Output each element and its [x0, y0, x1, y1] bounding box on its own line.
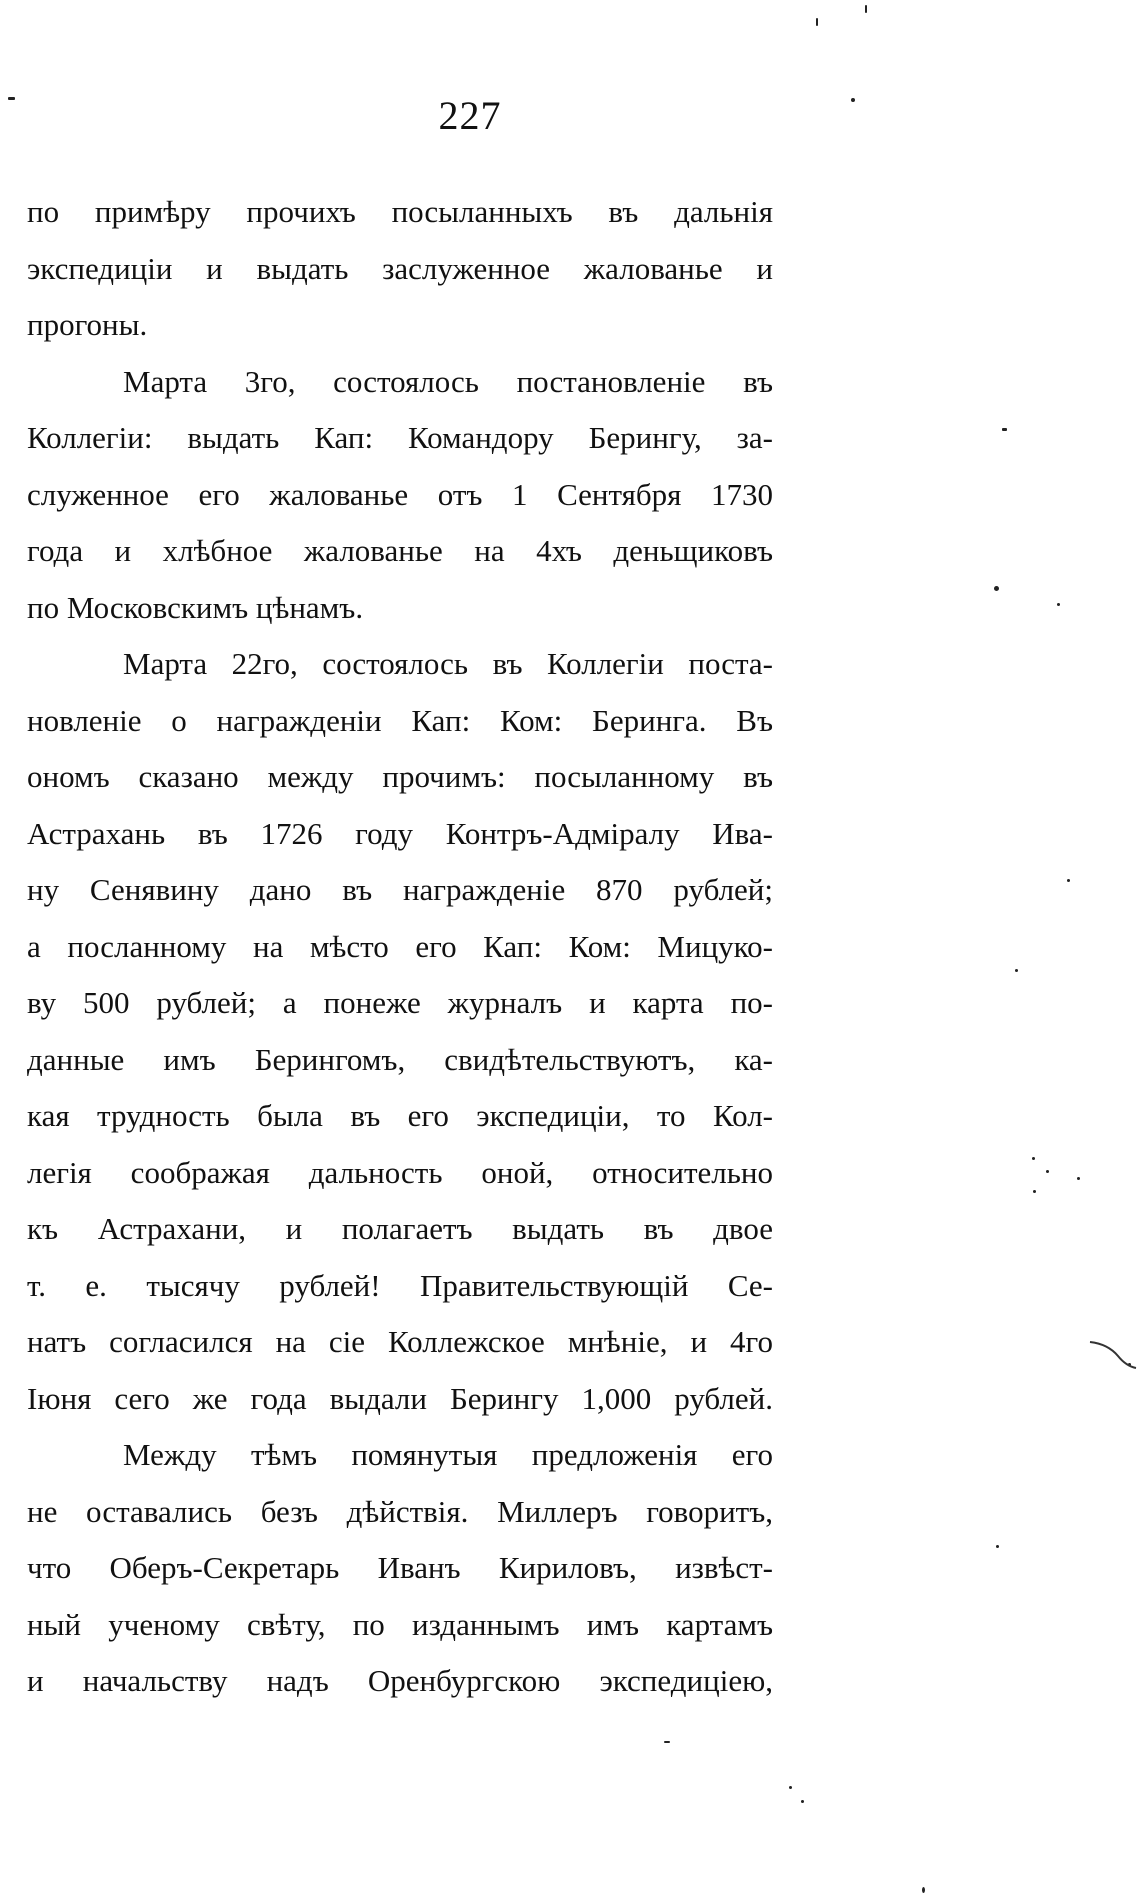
text-line: а посланному на мѣсто его Кап: Ком: Мицуко-: [27, 928, 773, 964]
paragraph-start-line: Марта 22го, состоялось въ Коллегіи поста-: [123, 646, 773, 681]
scan-speck: [8, 97, 15, 100]
scan-speck: [789, 1786, 792, 1789]
scan-speck: [816, 18, 818, 26]
text-line: Іюня сего же года выдали Берингу 1,000 рублей.: [27, 1380, 773, 1416]
scan-mark: [1088, 1336, 1138, 1370]
scan-speck: [851, 98, 855, 102]
text-line: не оставались безъ дѣйствія. Миллеръ говоритъ,: [27, 1493, 773, 1529]
body-text: [27, 184, 773, 1710]
paragraph-start-line: Марта 3го, состоялось постановленіе въ: [123, 363, 773, 399]
text-line: т. е. тысячу рублей! Правительствующій Се-: [27, 1267, 773, 1303]
text-line: по примѣру прочихъ посыланныхъ въ дальнія: [27, 194, 773, 229]
scan-speck: [1032, 1157, 1035, 1160]
text-line: къ Астрахани, и полагаетъ выдать въ двое: [27, 1211, 773, 1246]
text-line: ный ученому свѣту, по изданнымъ имъ картамъ: [27, 1606, 773, 1642]
text-line: ну Сенявину дано въ награжденіе 870 рублей;: [27, 872, 773, 907]
scan-speck: [1033, 1190, 1036, 1193]
text-line: натъ согласился на сіе Коллежское мнѣніе, и 4го: [27, 1324, 773, 1359]
scan-speck: [1046, 1170, 1049, 1173]
scan-speck: [922, 1887, 925, 1893]
scan-speck: [801, 1800, 804, 1803]
text-line: Астрахань въ 1726 году Контръ-Адміралу Ива-: [27, 815, 773, 851]
text-line: по Московскимъ цѣнамъ.: [27, 589, 364, 625]
scan-speck: [865, 5, 867, 13]
scan-speck: [1077, 1177, 1080, 1180]
text-line: данные имъ Берингомъ, свидѣтельствуютъ, ка-: [27, 1041, 773, 1077]
text-line: прогоны.: [27, 307, 148, 342]
page-number: 227: [438, 93, 502, 138]
text-line: новленіе о награжденіи Кап: Ком: Беринга. Въ: [27, 702, 773, 738]
text-line: Коллегіи: выдать Кап: Командору Берингу, за-: [27, 420, 773, 455]
scan-speck: [1002, 428, 1007, 431]
text-line: ву 500 рублей; а понеже журналъ и карта по-: [27, 985, 773, 1020]
text-line: ономъ сказано между прочимъ: посыланному въ: [27, 759, 773, 794]
scan-speck: [996, 1545, 999, 1548]
text-line: экспедиціи и выдать заслуженное жалованье и: [27, 250, 773, 286]
scan-speck: [664, 1741, 670, 1743]
text-line: легія соображая дальность оной, относительно: [27, 1154, 773, 1190]
text-line: служенное его жалованье отъ 1 Сентября 1730: [27, 476, 773, 512]
scan-speck: [1015, 969, 1018, 972]
text-line: кая трудность была въ его экспедиціи, то Кол-: [27, 1098, 773, 1133]
scan-speck: [1067, 879, 1070, 882]
paragraph-start-line: Между тѣмъ помянутыя предложенія его: [123, 1437, 773, 1472]
text-line: года и хлѣбное жалованье на 4хъ деньщиковъ: [27, 533, 773, 568]
text-line: что Оберъ-Секретарь Иванъ Кириловъ, извѣст-: [27, 1550, 773, 1585]
scan-speck: [994, 586, 999, 591]
scan-speck: [1057, 603, 1060, 606]
text-line: и начальству надъ Оренбургскою экспедиціею,: [27, 1663, 773, 1698]
